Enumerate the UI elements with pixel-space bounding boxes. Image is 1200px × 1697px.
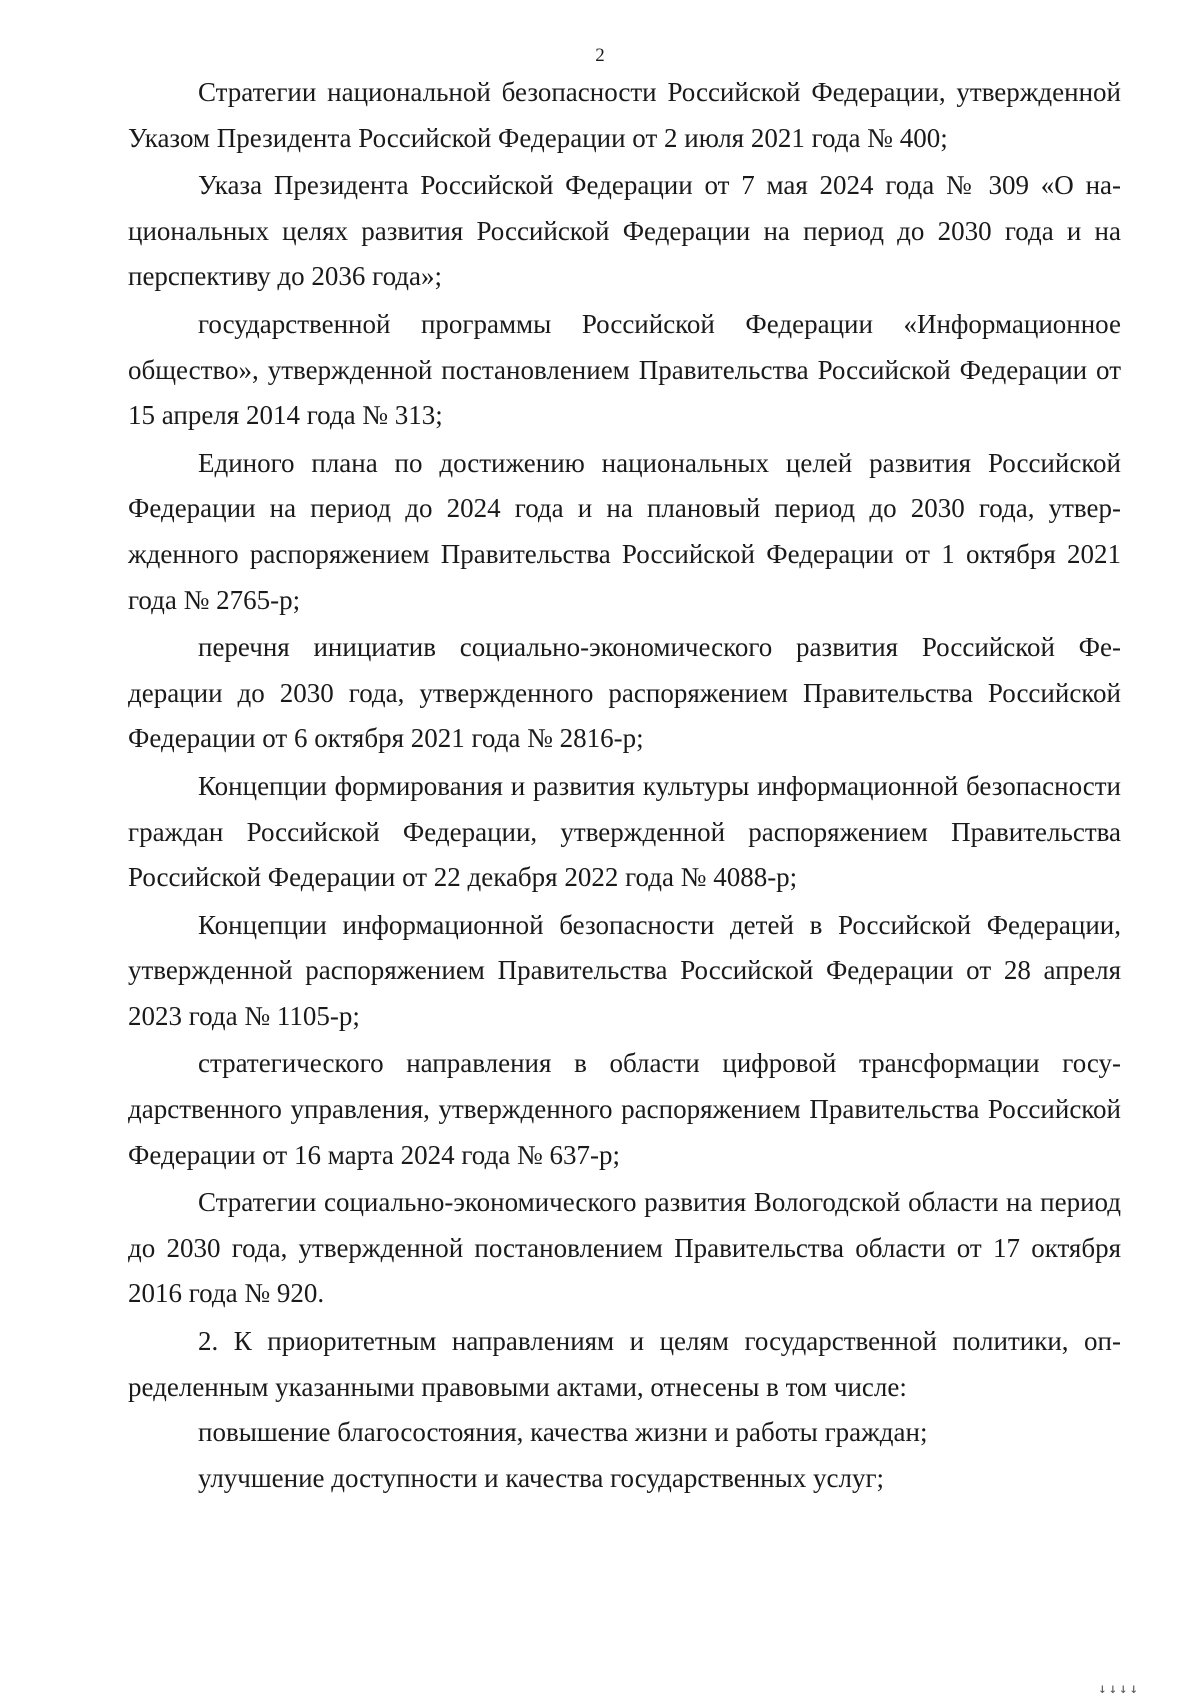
paragraph-initiatives-list: перечня инициатив социально-экономического развития Российской Федерации до 2030 года, утвержденного распоряжением Правительства Российской Федерации от 6 октября 2021 года № 2816-р; (128, 632, 1121, 754)
paragraph-priority-directions: 2. К приоритетным направлениям и целям государственной политики, определенным указанными правовыми актами, отнесены в том числе: (128, 1326, 1121, 1402)
paragraph-digital-transformation: стратегического направления в области цифровой трансформации государственного управления, утвержденного распоряжением Правительства Российской Федерации от 16 марта 2024 года № 637-р; (128, 1048, 1121, 1170)
list-item-wellbeing: повышение благосостояния, качества жизни и работы граждан; (198, 1417, 928, 1448)
paragraph-information-society-program: государственной программы Российской Федерации «Информационное общество», утвержденной постановлением Правительства Российской Федерации от 15 апреля 2014 года № 313; (128, 308, 1121, 431)
scan-mark: ↓↓↓↓ (1098, 1681, 1140, 1697)
paragraph-security-culture-concept: Концепции формирования и развития культуры информационной безопасности граждан Российской Федерации, утвержденной распоряжением Правительства Российской Федерации от 22 декабря 2022 года № 4088-р; (128, 770, 1121, 893)
paragraph-child-security-concept: Концепции информационной безопасности детей в Российской Федерации, утвержденной распоряжением Правительства Российской Федерации от 28 апреля 2023 года № 1105-р; (128, 909, 1121, 1031)
paragraph-unified-plan: Единого плана по достижению национальных целей развития Российской Федерации на период до 2024 года и на плановый период до 2030 года, утвержденного распоряжением Правительства Российской Федерации от 1 октября 2021 года № 2765-р; (128, 447, 1121, 615)
list-item-public-services: улучшение доступности и качества государственных услуг; (198, 1462, 885, 1493)
paragraph-vologda-strategy: Стратегии социально-экономического развития Вологодской области на период до 2030 года, утвержденной постановлением Правительства области от 17 октября 2016 года № 920. (128, 1187, 1121, 1309)
page-number: 2 (595, 45, 605, 66)
paragraph-presidential-decree-309: Указа Президента Российской Федерации от 7 мая 2024 года № 309 «О национальных целях развития Российской Федерации на период до 2030 года и на перспективу до 2036 года»; (128, 170, 1121, 292)
document-body (128, 70, 1121, 1501)
paragraph-national-security-strategy: Стратегии национальной безопасности Российской Федерации, утвержденной Указом Президента Российской Федерации от 2 июля 2021 года № 400; (128, 77, 1121, 153)
